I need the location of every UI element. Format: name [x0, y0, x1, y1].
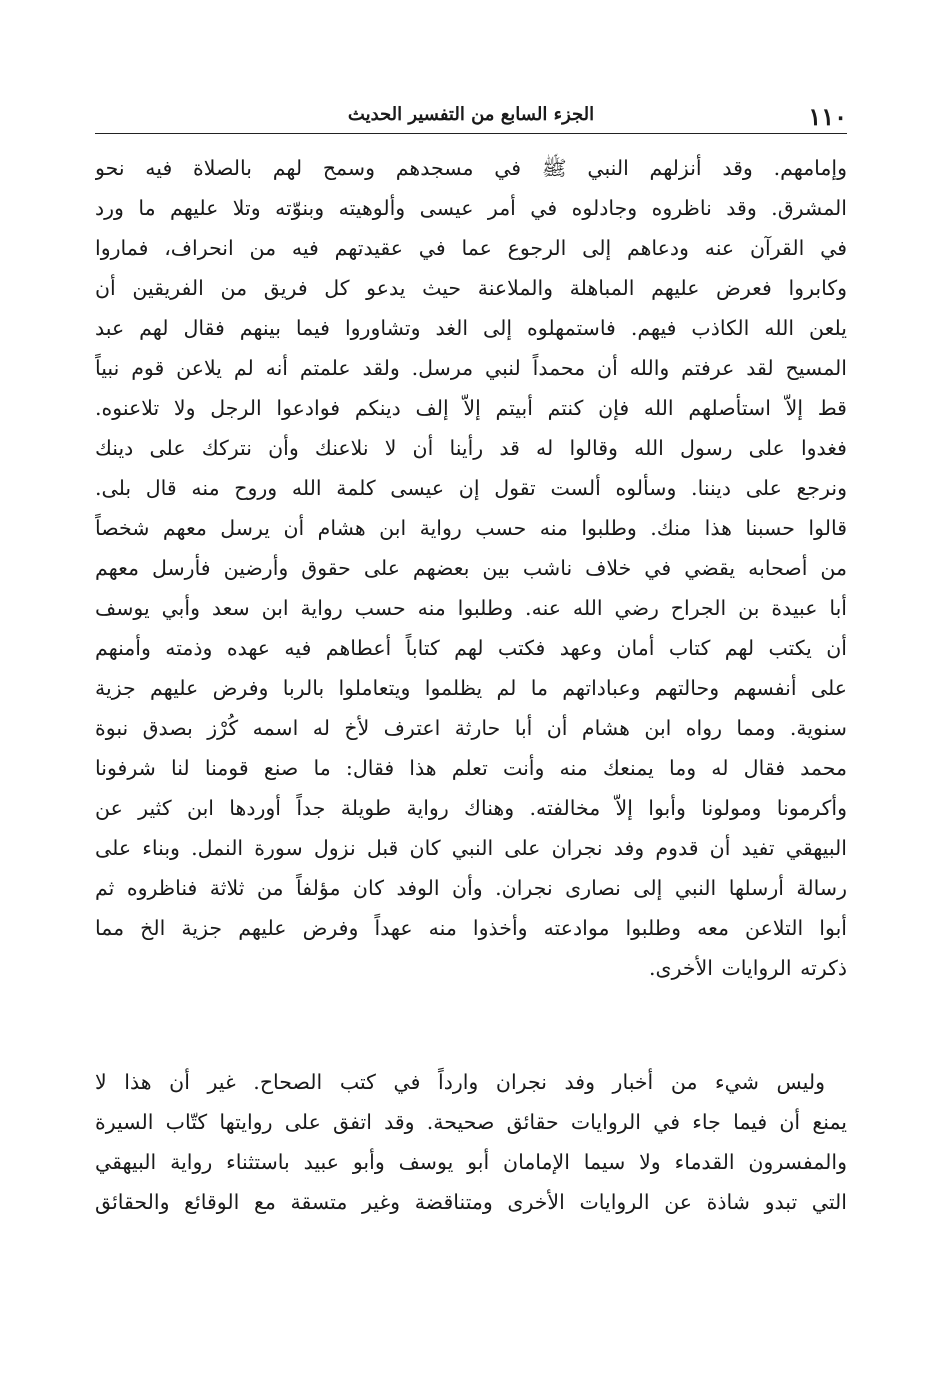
text-line: قط إلاّ استأصلهم الله فإن كنتم أبيتم إلاّ إلف دينكم فوادعوا الرجل ولا تلاعنوه.	[95, 396, 847, 420]
text-line: أبا عبيدة بن الجراح رضي الله عنه. وطلبوا منه حسب رواية ابن سعد وأبي يوسف	[95, 596, 847, 620]
text-line: في القرآن عنه ودعاهم إلى الرجوع عما في عقيدتهم فيه من انحراف، فماروا	[95, 236, 847, 260]
text-line: سنوية. ومما رواه ابن هشام أن أبا حارثة اعترف لأخ له اسمه كُرْز بصدق نبوة	[95, 716, 847, 740]
text-line: والمفسرون القدماء ولا سيما الإمامان أبو يوسف وأبو عبيد باستثناء رواية البيهقي	[95, 1150, 847, 1174]
page-header	[95, 100, 847, 136]
text-line: على أنفسهم وحالتهم وعباداتهم ما لم يظلموا ويتعاملوا بالربا وفرض عليهم جزية	[95, 676, 847, 700]
paragraph-1	[95, 148, 847, 988]
text-line: المسيح لقد عرفتم والله أن محمداً لنبي مرسل. ولقد علمتم أنه لم يلاعن قوم نبياً	[95, 356, 847, 380]
running-title: الجزء السابع من التفسير الحديث	[347, 104, 595, 125]
text-line: ونرجع على ديننا. وسألوه ألست تقول إن عيسى كلمة الله وروح منه قال بلى.	[95, 476, 847, 500]
text-line: قالوا حسبنا هذا منك. وطلبوا منه حسب رواية ابن هشام أن يرسل معهم شخصاً	[95, 516, 847, 540]
text-line: أبوا التلاعن معه وطلبوا موادعته وأخذوا منه عهداً وفرض عليهم جزية الخ مما	[95, 916, 847, 940]
text-line: ذكرته الروايات الأخرى.	[649, 956, 847, 980]
text-line: البيهقي تفيد أن قدوم وفد نجران على النبي كان قبل نزول سورة النمل. وبناء على	[95, 836, 847, 860]
text-line: وليس شيء من أخبار وفد نجران وارداً في كتب الصحاح. غير أن هذا لا	[95, 1070, 825, 1094]
text-line: يمنع أن فيما جاء في الروايات حقائق صحيحة. وقد اتفق على روايتها كتّاب السيرة	[95, 1110, 847, 1134]
paragraph-2	[95, 1062, 847, 1222]
text-line: محمد فقال له وما يمنعك منه وأنت تعلم هذا فقال: ما صنع قومنا لنا شرفونا	[95, 756, 847, 780]
text-line: المشرق. وقد ناظروه وجادلوه في أمر عيسى وألوهيته وبنوّته وتلا عليهم ما ورد	[95, 196, 847, 220]
text-line: أن يكتب لهم كتاب أمان وعهد فكتب لهم كتاباً أعطاهم فيه عهده وذمته وأمنهم	[95, 636, 847, 660]
text-line: وأكرمونا ومولونا وأبوا إلاّ مخالفته. وهناك رواية طويلة جداً أوردها ابن كثير عن	[95, 796, 847, 820]
text-line: فغدوا على رسول الله وقالوا له قد رأينا أن لا نلاعنك وأن نتركك على دينك	[95, 436, 847, 460]
text-line: وإمامهم. وقد أنزلهم النبي ﷺ في مسجدهم وسمح لهم بالصلاة فيه نحو	[95, 156, 847, 180]
text-line: يلعن الله الكاذب فيهم. فاستمهلوه إلى الغد وتشاوروا فيما بينهم فقال لهم عبد	[95, 316, 847, 340]
text-line: التي تبدو شاذة عن الروايات الأخرى ومتناقضة وغير متسقة مع الوقائع والحقائق	[95, 1190, 847, 1214]
text-line: رسالة أرسلها النبي إلى نصارى نجران. وأن الوفد كان مؤلفاً من ثلاثة فناظروه ثم	[95, 876, 847, 900]
page-number: ١١٠	[808, 102, 847, 131]
text-line: وكابروا فعرض عليهم المباهلة والملاعنة حيث يدعو كل فريق من الفريقين أن	[95, 276, 847, 300]
text-line: من أصحابه يقضي في خلاف ناشب بين بعضهم على حقوق وأرضين فأرسل معهم	[95, 556, 847, 580]
header-rule	[95, 133, 847, 134]
